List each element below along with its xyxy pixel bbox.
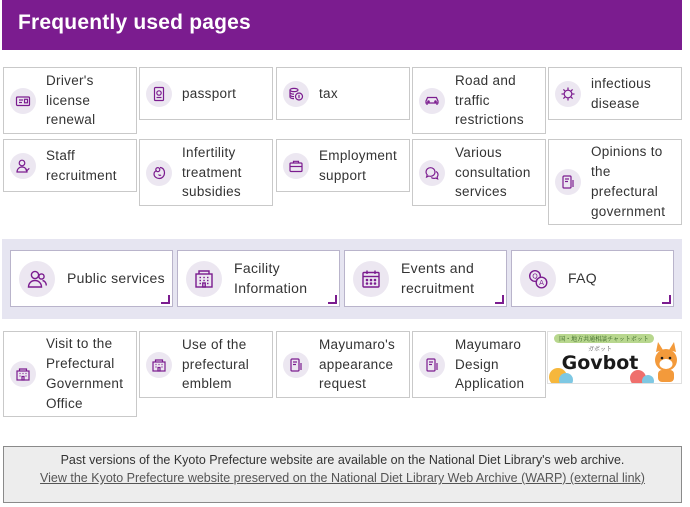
- emblem-building-icon: [146, 352, 172, 378]
- qa-icon: [520, 261, 556, 297]
- passport-icon: [146, 81, 172, 107]
- section-header: [2, 0, 682, 50]
- govbot-banner[interactable]: [547, 331, 682, 384]
- card-label: Road and traffic restrictions: [455, 72, 524, 128]
- web-archive-notice: [3, 446, 682, 503]
- chat-bubbles-icon: [419, 160, 445, 186]
- featured-public-services[interactable]: [10, 250, 173, 307]
- featured-facility-information[interactable]: [177, 250, 340, 307]
- card-label: Mayumaro Design Application: [455, 336, 525, 392]
- card-use-of-prefectural-emblem[interactable]: [139, 331, 273, 398]
- archive-notice-text: Past versions of the Kyoto Prefecture website are available on the National Diet Library's web archive.: [60, 453, 625, 467]
- card-label: Mayumaro's appearance request: [319, 336, 396, 392]
- card-drivers-license-renewal[interactable]: [3, 67, 137, 134]
- card-label: Infertility treatment subsidies: [182, 144, 242, 200]
- card-visit-prefectural-government-office[interactable]: [3, 331, 137, 417]
- card-road-traffic-restrictions[interactable]: [412, 67, 546, 134]
- card-label: tax: [319, 85, 338, 101]
- card-label: Staff recruitment: [46, 147, 117, 183]
- card-label: Various consultation services: [455, 144, 531, 200]
- featured-label: FAQ: [568, 269, 597, 286]
- calendar-icon: [353, 261, 389, 297]
- car-icon: [419, 88, 445, 114]
- card-mayumaro-design-application[interactable]: [412, 331, 546, 398]
- corner-arrow-icon: [495, 295, 504, 304]
- coins-icon: [283, 81, 309, 107]
- virus-icon: [555, 81, 581, 107]
- card-label: Use of the prefectural emblem: [182, 336, 250, 392]
- license-card-icon: [10, 88, 36, 114]
- document-pen-icon: [283, 352, 309, 378]
- card-infertility-treatment-subsidies[interactable]: [139, 139, 273, 206]
- corner-arrow-icon: [328, 295, 337, 304]
- document-pen-icon: [419, 352, 445, 378]
- warp-archive-link[interactable]: View the Kyoto Prefecture website preserved on the National Diet Library Web Archive (WARP) (external link): [40, 471, 645, 485]
- featured-label: Public services: [67, 269, 165, 286]
- card-label: Employment support: [319, 147, 398, 183]
- card-label: Driver's license renewal: [46, 72, 96, 128]
- card-passport[interactable]: [139, 67, 273, 120]
- briefcase-icon: [283, 153, 309, 179]
- card-opinions-to-prefectural-government[interactable]: [548, 139, 682, 225]
- card-label: infectious disease: [591, 75, 652, 111]
- card-tax[interactable]: [276, 67, 410, 120]
- govbot-name: Govbot: [561, 352, 639, 374]
- card-label: passport: [182, 85, 237, 101]
- card-mayumaro-appearance-request[interactable]: [276, 331, 410, 398]
- office-building-icon: [10, 361, 36, 387]
- fetus-icon: [146, 160, 172, 186]
- featured-faq[interactable]: [511, 250, 674, 307]
- building-icon: [186, 261, 222, 297]
- card-label: Visit to the Prefectural Government Office: [46, 336, 124, 411]
- card-infectious-disease[interactable]: [548, 67, 682, 120]
- card-label: Opinions to the prefectural government: [591, 144, 666, 219]
- featured-label: Events and recruitment: [401, 259, 475, 296]
- card-various-consultation-services[interactable]: [412, 139, 546, 206]
- section-title: Frequently used pages: [18, 11, 251, 34]
- svg-text:A: A: [539, 278, 544, 287]
- svg-text:Q: Q: [532, 271, 538, 280]
- document-pen-icon: [555, 169, 581, 195]
- people-icon: [19, 261, 55, 297]
- featured-label: Facility Information: [234, 259, 308, 296]
- govbot-banner-art: [548, 332, 681, 383]
- govbot-small-text: 国・地方共通相談チャットボット: [559, 335, 649, 343]
- card-staff-recruitment[interactable]: [3, 139, 137, 192]
- corner-arrow-icon: [161, 295, 170, 304]
- card-employment-support[interactable]: [276, 139, 410, 192]
- corner-arrow-icon: [662, 295, 671, 304]
- govbot-ruby: ガボット: [587, 346, 613, 353]
- person-icon: [10, 153, 36, 179]
- featured-events-and-recruitment[interactable]: [344, 250, 507, 307]
